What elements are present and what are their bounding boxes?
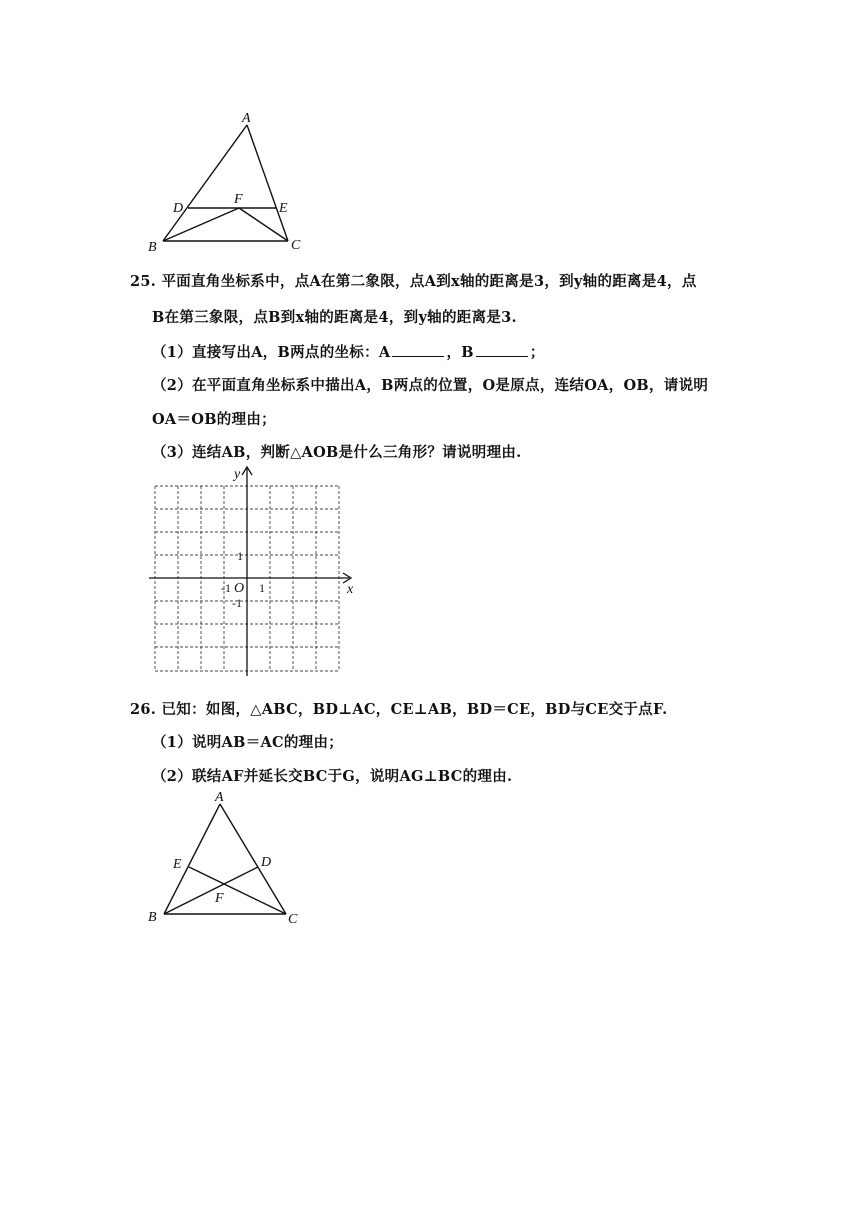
- point-a-label: A: [215, 790, 224, 805]
- question-number: 26.: [130, 701, 157, 718]
- tick-y-1: 1: [237, 549, 243, 563]
- point-f-label: F: [215, 891, 224, 906]
- y-axis-label: y: [234, 467, 241, 482]
- point-c-label: C: [288, 912, 298, 927]
- x-axis-label: x: [347, 582, 354, 597]
- point-b-label: B: [148, 240, 157, 255]
- question-text: 平面直角坐标系中，点A在第二象限，点A到x轴的距离是3，到y轴的距离是4，点: [161, 273, 697, 290]
- origin-label: O: [234, 581, 245, 596]
- tick-x-1: 1: [259, 581, 265, 595]
- point-c-label: C: [291, 238, 301, 253]
- coordinate-grid: [145, 462, 365, 682]
- point-e-label: E: [279, 201, 288, 216]
- point-d-label: D: [261, 855, 272, 870]
- tick-y-neg1: -1: [232, 596, 242, 610]
- answer-blank-b[interactable]: [476, 344, 528, 357]
- question-26-line-1: [130, 698, 667, 719]
- triangle-figure-bottom: [140, 788, 320, 938]
- point-b-label: B: [148, 910, 157, 925]
- question-26-sub-1: （1）说明AB＝AC的理由；: [152, 734, 344, 751]
- question-25-sub-1: （1）直接写出A，B两点的坐标：A ，B ；: [152, 344, 545, 361]
- point-d-label: D: [173, 201, 184, 216]
- question-text: 已知：如图，△ABC，BD⊥AC，CE⊥AB，BD＝CE，BD与CE交于点F.: [161, 701, 668, 718]
- point-f-label: F: [234, 192, 243, 207]
- question-25-sub-2: （2）在平面直角坐标系中描出A，B两点的位置，O是原点，连结OA，OB，请说明: [152, 377, 709, 394]
- question-25-line-2: B在第三象限，点B到x轴的距离是4，到y轴的距离是3.: [152, 309, 517, 326]
- tick-x-neg1: -1: [221, 581, 231, 595]
- question-26-sub-2: （2）联结AF并延长交BC于G，说明AG⊥BC的理由.: [152, 768, 513, 785]
- question-number: 25.: [130, 273, 157, 290]
- point-a-label: A: [242, 111, 251, 126]
- triangle-figure-top: [140, 108, 320, 258]
- answer-blank-a[interactable]: [392, 344, 444, 357]
- question-25-sub-2-cont: OA＝OB的理由；: [152, 411, 276, 428]
- question-25-line-1: [130, 270, 697, 291]
- question-25-sub-3: （3）连结AB，判断△AOB是什么三角形？请说明理由.: [152, 444, 522, 461]
- point-e-label: E: [173, 857, 182, 872]
